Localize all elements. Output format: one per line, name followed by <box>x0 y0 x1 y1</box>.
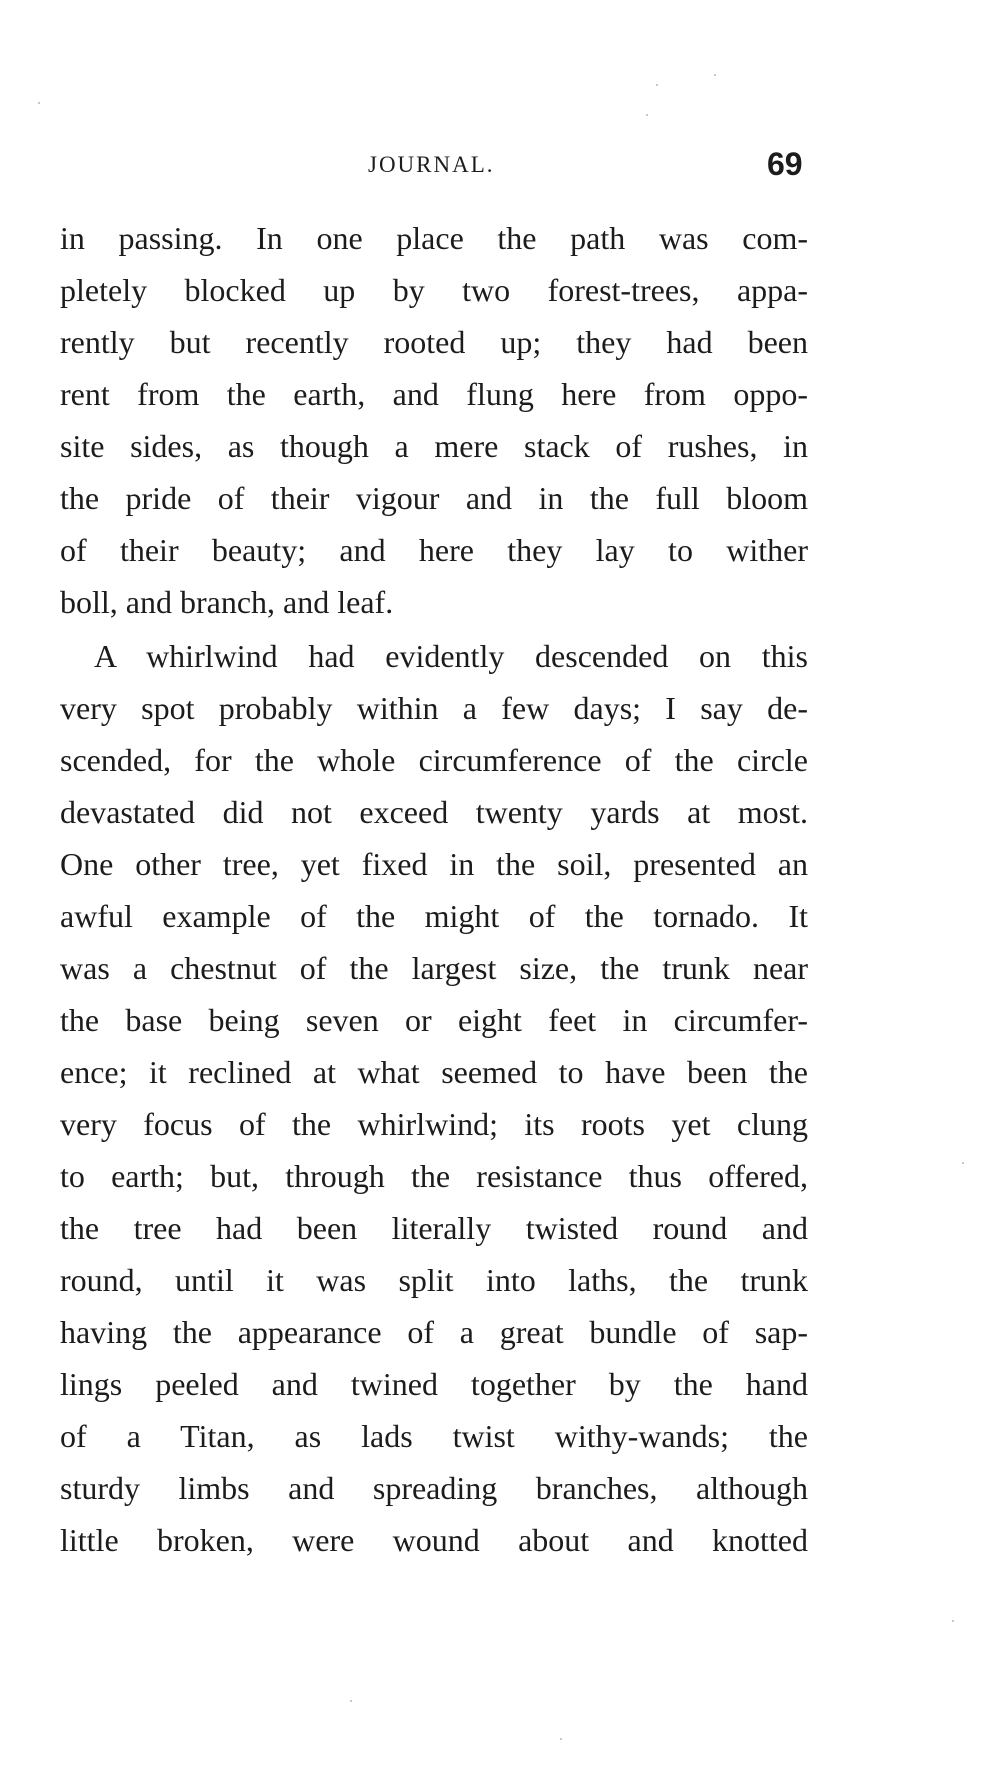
paper-speck <box>656 84 658 86</box>
text-line: having the appearance of a great bundle of sap- <box>60 1314 808 1350</box>
paper-speck <box>952 1620 954 1622</box>
text-line: ence; it reclined at what seemed to have been the <box>60 1054 808 1090</box>
page-number: 69 <box>767 146 803 182</box>
text-line: the pride of their vigour and in the full bloom <box>60 480 808 516</box>
paragraph <box>60 212 808 628</box>
text-line: was a chestnut of the largest size, the trunk near <box>60 950 808 986</box>
text-line: lings peeled and twined together by the hand <box>60 1366 808 1402</box>
text-line: One other tree, yet fixed in the soil, presented an <box>60 846 808 882</box>
paper-speck <box>38 102 40 104</box>
text-line: the base being seven or eight feet in circumfer- <box>60 1002 808 1038</box>
text-line: of a Titan, as lads twist withy-wands; the <box>60 1418 808 1454</box>
text-line: the tree had been literally twisted round and <box>60 1210 808 1246</box>
running-head: JOURNAL. <box>368 152 495 177</box>
text-line: of their beauty; and here they lay to wither <box>60 532 808 568</box>
text-line: sturdy limbs and spreading branches, although <box>60 1470 808 1506</box>
text-line: round, until it was split into laths, the trunk <box>60 1262 808 1298</box>
text-line: site sides, as though a mere stack of rushes, in <box>60 428 808 464</box>
paper-speck <box>714 74 716 76</box>
paper-speck <box>962 1162 964 1164</box>
paragraph <box>60 630 808 1566</box>
body-text <box>60 212 808 1566</box>
text-line: awful example of the might of the tornado. It <box>60 898 808 934</box>
text-line: scended, for the whole circumference of the circle <box>60 742 808 778</box>
text-line: little broken, were wound about and knotted <box>60 1522 808 1558</box>
text-line: very spot probably within a few days; I say de- <box>60 690 808 726</box>
text-line: to earth; but, through the resistance thus offered, <box>60 1158 808 1194</box>
text-line: pletely blocked up by two forest-trees, appa- <box>60 272 808 308</box>
text-line: rently but recently rooted up; they had been <box>60 324 808 360</box>
text-line: devastated did not exceed twenty yards at most. <box>60 794 808 830</box>
paper-speck <box>560 1738 562 1740</box>
text-line: boll, and branch, and leaf. <box>60 584 394 620</box>
text-line: A whirlwind had evidently descended on this <box>94 638 808 674</box>
paper-speck <box>350 1700 352 1702</box>
text-line: in passing. In one place the path was com- <box>60 220 808 256</box>
text-line: rent from the earth, and flung here from oppo- <box>60 376 808 412</box>
page-header <box>0 148 1000 188</box>
paper-speck <box>646 114 648 116</box>
text-line: very focus of the whirlwind; its roots yet clung <box>60 1106 808 1142</box>
